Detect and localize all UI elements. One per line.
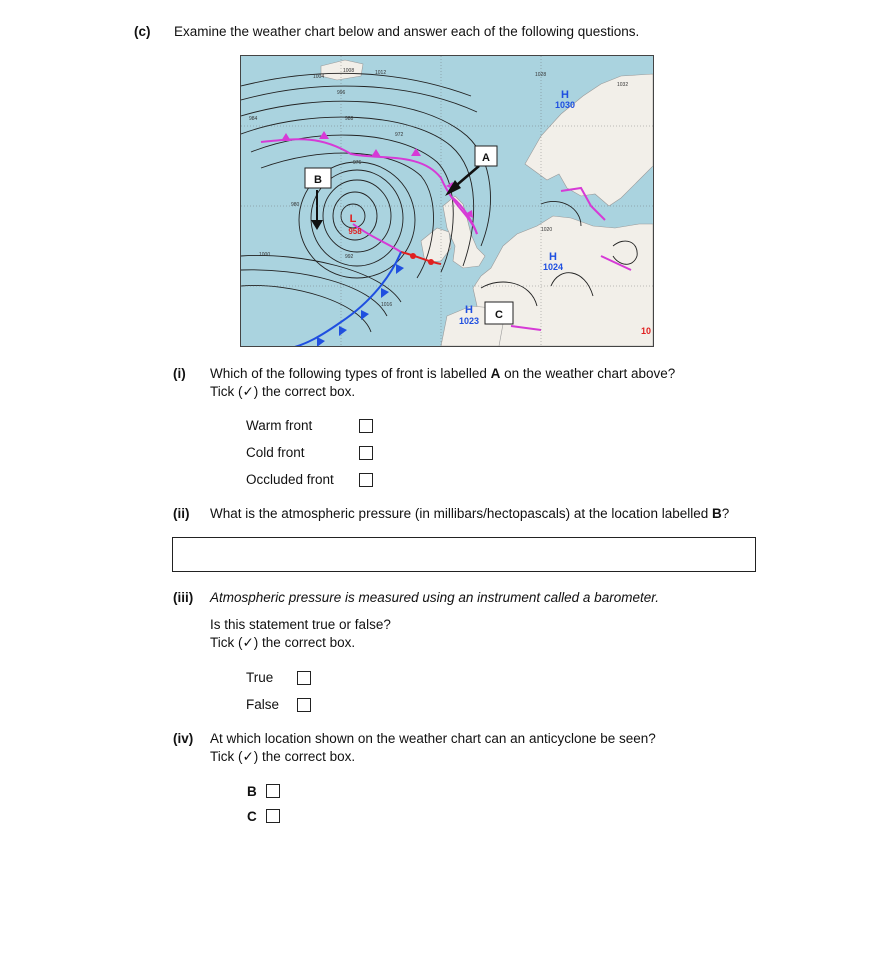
q1-option-cold-front: Cold front xyxy=(246,445,305,460)
q4-number: (iv) xyxy=(173,731,194,746)
q3-option-false: False xyxy=(246,697,280,712)
isobar-label: 1000 xyxy=(259,252,271,258)
q2-text-bold: B xyxy=(712,506,722,521)
q1-text-bold: A xyxy=(490,366,501,381)
q3-question: Is this statement true or false? xyxy=(210,617,391,632)
arrow-b xyxy=(311,190,323,230)
part-instruction: Examine the weather chart below and answer each of the following questions. xyxy=(174,24,640,39)
q1-option-occluded-front: Occluded front xyxy=(246,472,334,487)
isobar-label: 10 xyxy=(641,326,652,336)
q4-text: At which location shown on the weather chart can an anticyclone be seen? xyxy=(210,731,656,746)
isobar-label: 984 xyxy=(249,116,258,122)
isobar-label: 988 xyxy=(345,116,354,122)
isobar-label: 972 xyxy=(395,132,404,138)
isobar-label: 1004 xyxy=(313,74,325,80)
q3-number: (iii) xyxy=(173,590,194,605)
q2-text xyxy=(210,506,729,521)
high-3-symbol: H xyxy=(465,304,473,316)
q1-option-warm-front: Warm front xyxy=(246,418,313,433)
q1-cold-front-checkbox[interactable] xyxy=(359,446,373,460)
isobar-label: 1012 xyxy=(375,70,387,76)
q4-option-c: C xyxy=(247,809,257,824)
isobar-label: 1008 xyxy=(343,68,355,74)
isobar-label: 1020 xyxy=(541,227,553,233)
isobar-label: 1016 xyxy=(381,302,393,308)
part-label: (c) xyxy=(134,24,151,39)
q1-tick-instruction: Tick (✓) the correct box. xyxy=(210,384,356,399)
isobar-label: 980 xyxy=(291,202,300,208)
q3-false-checkbox[interactable] xyxy=(297,698,311,712)
q2-text-post: ? xyxy=(721,506,730,521)
q2-answer-box[interactable] xyxy=(172,537,756,572)
label-a: A xyxy=(482,152,490,164)
q3-option-true: True xyxy=(246,670,274,685)
q4-option-b: B xyxy=(247,784,257,799)
q1-number: (i) xyxy=(173,366,186,381)
q2-text-pre: What is the atmospheric pressure (in millibars/hectopascals) at the location labelled xyxy=(210,506,712,521)
low-value: 958 xyxy=(348,227,362,236)
isobar-label: 1028 xyxy=(535,72,547,78)
q3-statement: Atmospheric pressure is measured using an instrument called a barometer. xyxy=(210,590,659,605)
q4-b-checkbox[interactable] xyxy=(266,784,280,798)
q2-number: (ii) xyxy=(173,506,190,521)
low-symbol: L xyxy=(349,213,357,225)
isobar-label: 1032 xyxy=(617,82,629,88)
q1-text-pre: Which of the following types of front is labelled xyxy=(210,366,491,381)
q1-text xyxy=(210,366,675,381)
q1-text-post: on the weather chart above? xyxy=(500,366,676,381)
q3-tick-instruction: Tick (✓) the correct box. xyxy=(210,635,356,650)
isobar-label: 976 xyxy=(353,160,362,166)
high-2-symbol: H xyxy=(549,251,557,263)
isobar-label: 996 xyxy=(337,90,346,96)
isobar-label: 992 xyxy=(345,254,354,260)
cold-front xyxy=(291,252,404,346)
q4-tick-instruction: Tick (✓) the correct box. xyxy=(210,749,356,764)
high-1-value: 1030 xyxy=(554,100,576,110)
q4-c-checkbox[interactable] xyxy=(266,809,280,823)
q3-true-checkbox[interactable] xyxy=(297,671,311,685)
label-b: B xyxy=(314,174,322,186)
q1-warm-front-checkbox[interactable] xyxy=(359,419,373,433)
high-3-value: 1023 xyxy=(458,316,480,326)
q1-occluded-front-checkbox[interactable] xyxy=(359,473,373,487)
weather-chart xyxy=(240,55,654,347)
arrow-a xyxy=(445,166,479,196)
label-c: C xyxy=(495,309,503,321)
high-2-value: 1024 xyxy=(542,262,564,272)
high-1-symbol: H xyxy=(561,89,569,101)
